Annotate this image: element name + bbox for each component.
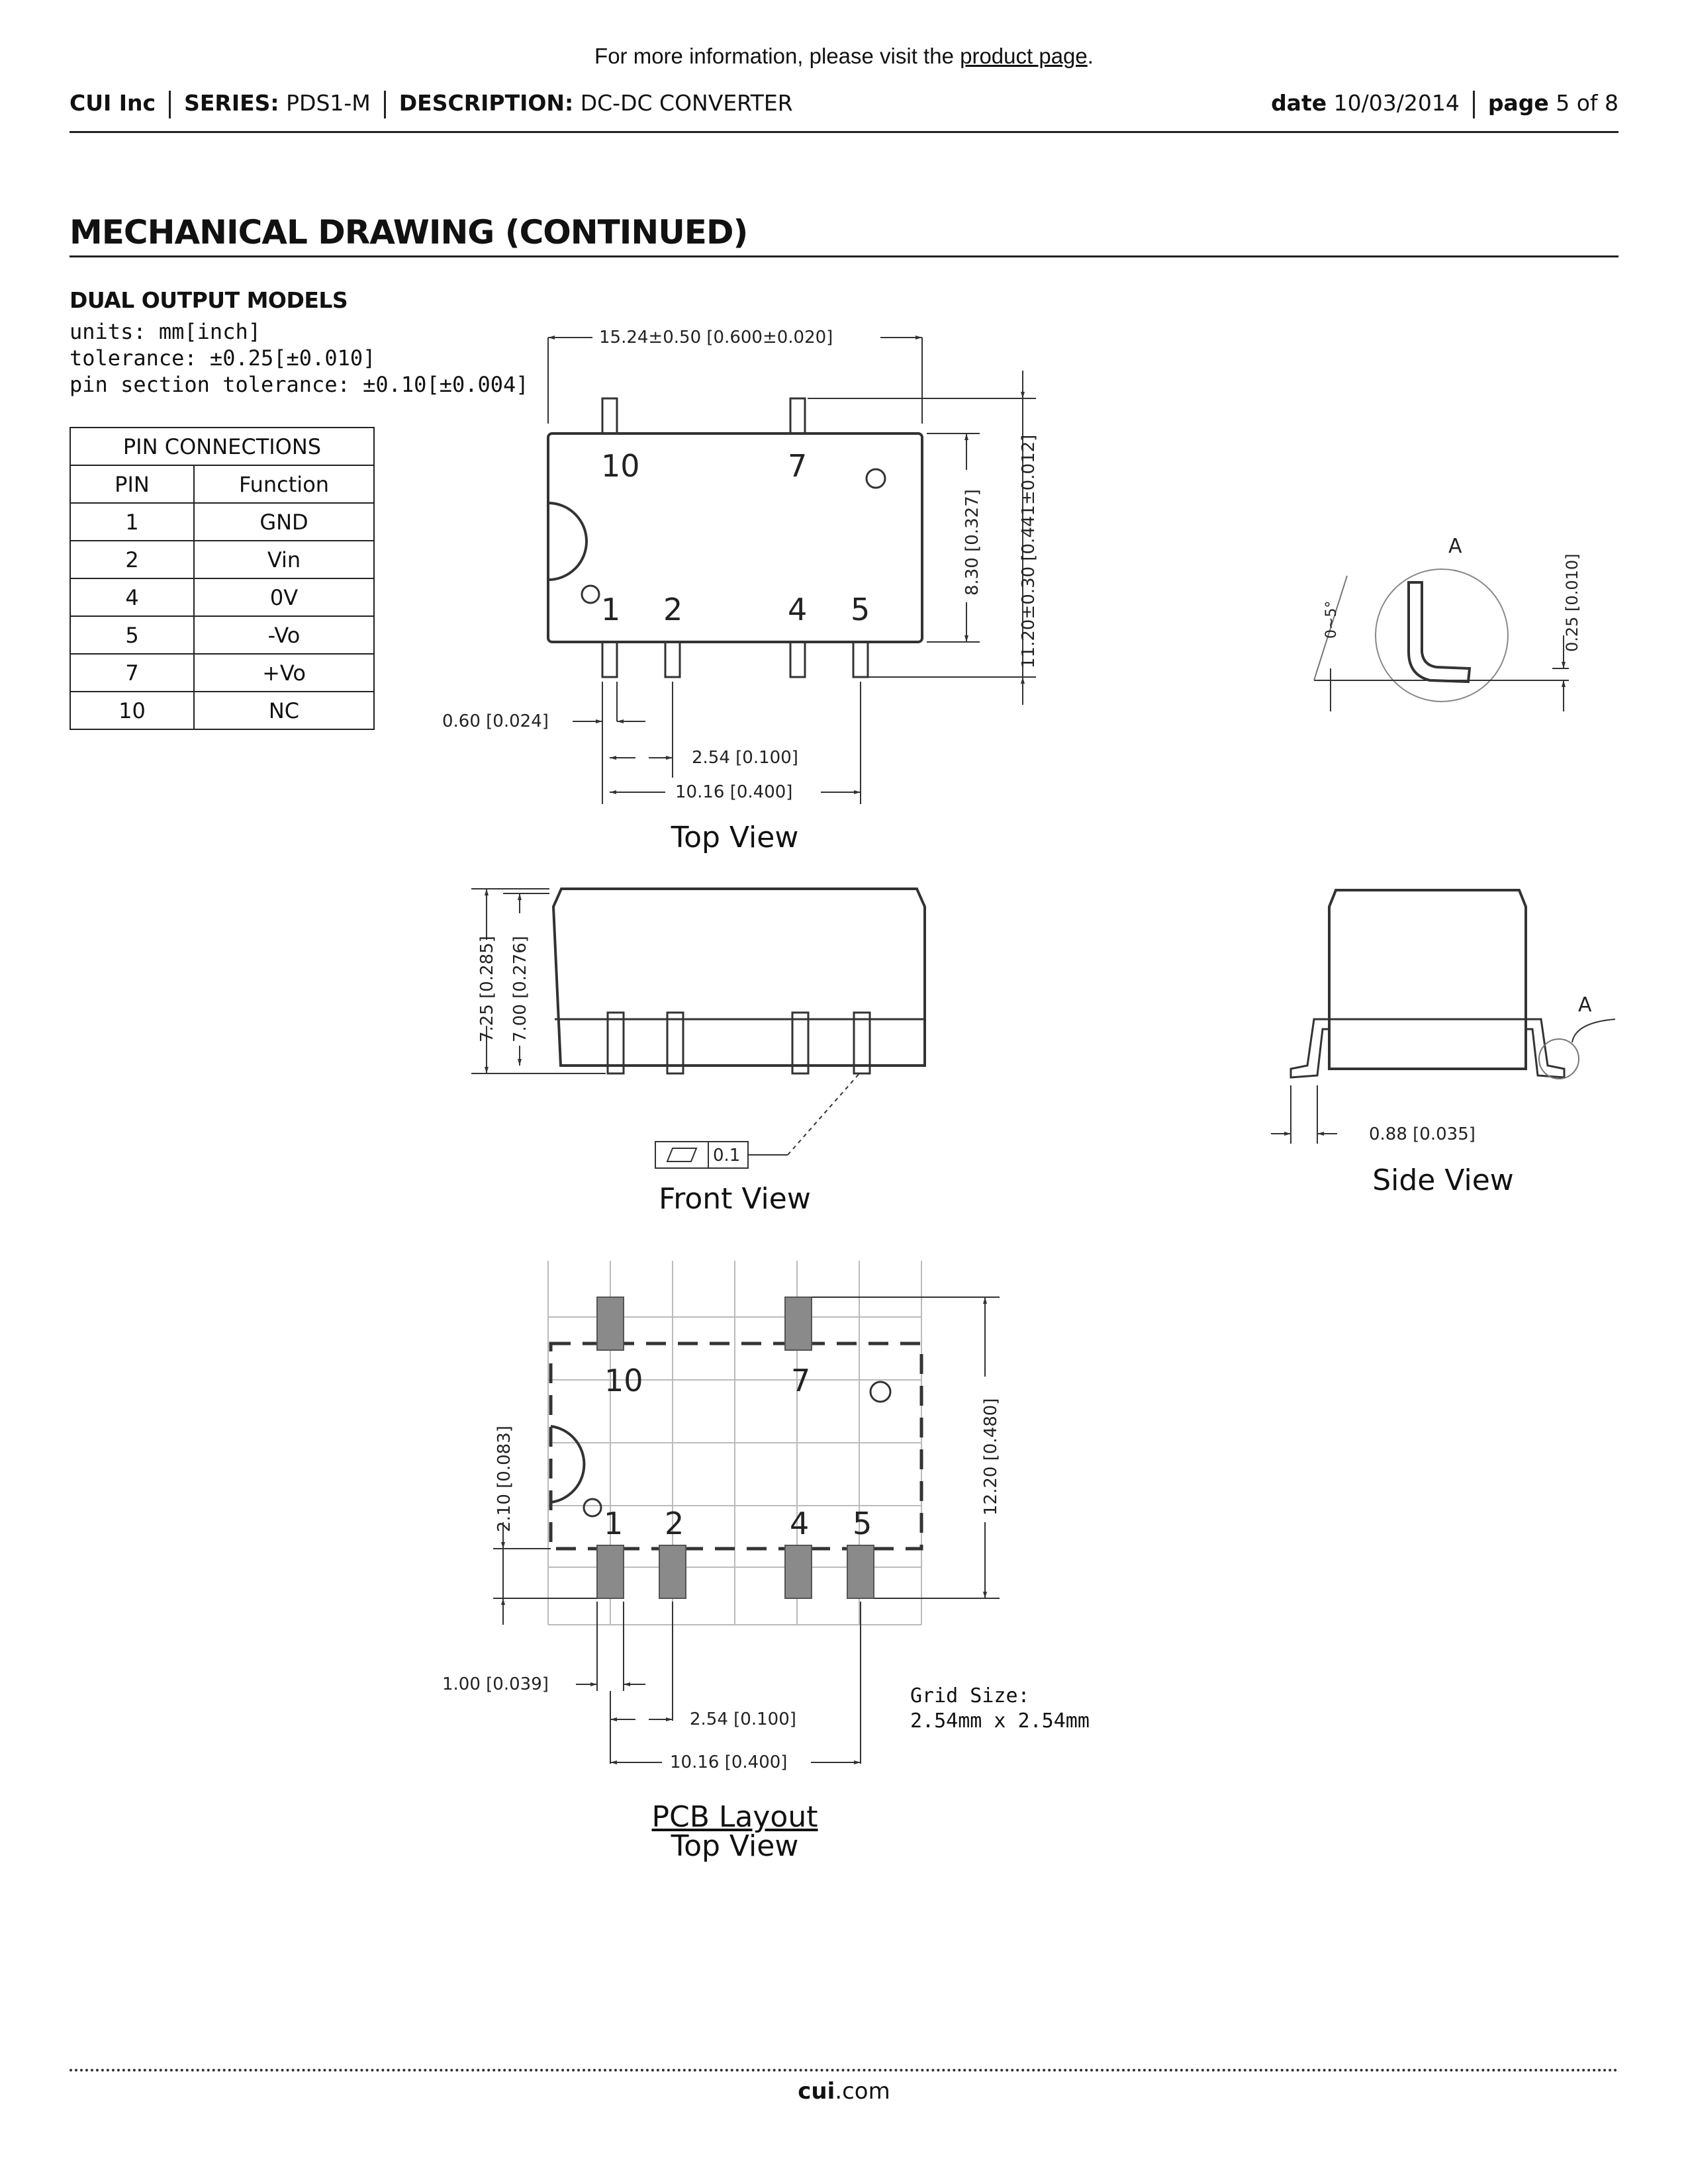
- description-value: DC-DC CONVERTER: [580, 90, 793, 116]
- top-body-height-dim: 8.30 [0.327]: [962, 489, 982, 596]
- pcb-pad-5: [847, 1545, 874, 1598]
- detail-a-callout-circle: [1539, 1039, 1579, 1079]
- series-label: SERIES:: [184, 90, 279, 116]
- top-pin-2-label: 2: [663, 592, 683, 627]
- pcb-left-dim: 2.10 [0.083]: [494, 1426, 514, 1532]
- function-cell: NC: [194, 692, 374, 729]
- pcb-pad-7: [785, 1297, 812, 1350]
- footer: [0, 2078, 1688, 2105]
- side-detail-a-label: A: [1578, 993, 1592, 1017]
- top-pin-5-label: 5: [851, 592, 870, 627]
- flatness-value: 0.1: [713, 1146, 741, 1165]
- top-pin-10-label: 10: [601, 448, 640, 484]
- function-cell: GND: [194, 503, 374, 541]
- pin-1-lead: [602, 642, 617, 677]
- table-title: PIN CONNECTIONS: [70, 428, 374, 465]
- front-view-drawing: [471, 889, 925, 1168]
- description-label: DESCRIPTION:: [399, 90, 574, 116]
- series-value: PDS1-M: [286, 90, 371, 116]
- pin-cell: 5: [70, 616, 194, 654]
- top-pin-1-label: 1: [601, 592, 621, 627]
- pcb-pin1-marker: [870, 1382, 890, 1402]
- detail-a-label: A: [1448, 535, 1462, 558]
- pin-cell: 10: [70, 692, 194, 729]
- front-view-label: Front View: [659, 1182, 811, 1216]
- function-cell: 0V: [194, 578, 374, 616]
- detail-thickness-dim: 0.25 [0.010]: [1563, 553, 1581, 652]
- pcb-pin-2-label: 2: [665, 1506, 684, 1541]
- pcb-pad-1: [597, 1545, 624, 1598]
- pin-7-lead: [790, 398, 805, 433]
- footer-brand: cui: [798, 2078, 835, 2105]
- pin-10-lead: [602, 398, 617, 433]
- pin-4-lead: [790, 642, 805, 677]
- lead-bend-detail: [1409, 582, 1470, 682]
- pcb-pad-4: [785, 1545, 812, 1598]
- front-body-height-dim: 7.00 [0.276]: [510, 936, 530, 1042]
- pcb-pad-10: [597, 1297, 624, 1350]
- pcb-layout-label: PCB Layout: [651, 1800, 818, 1834]
- pcb-pin-4-label: 4: [790, 1506, 810, 1541]
- top-pin-4-label: 4: [788, 592, 808, 627]
- company-name: CUI Inc: [70, 90, 156, 116]
- orientation-notch: [548, 503, 586, 580]
- side-left-lead: [1291, 1019, 1329, 1077]
- pin-cell: 1: [70, 503, 194, 541]
- detail-a-drawing: [1314, 569, 1569, 711]
- top-note-end: .: [1087, 44, 1094, 68]
- top-span-dim: 10.16 [0.400]: [675, 782, 793, 802]
- pcb-pin-marker: [584, 1499, 601, 1516]
- function-cell: +Vo: [194, 654, 374, 692]
- function-cell: Vin: [194, 541, 374, 578]
- units-note: units: mm[inch]: [70, 319, 261, 344]
- date-label: date: [1271, 90, 1327, 116]
- date-value: 10/03/2014: [1333, 90, 1460, 116]
- side-view-body: [1329, 890, 1526, 1069]
- pcb-pad-width-dim: 1.00 [0.039]: [442, 1674, 549, 1694]
- page-label: page: [1487, 90, 1549, 116]
- pcb-pin-1-label: 1: [604, 1506, 624, 1541]
- pin-tolerance-note: pin section tolerance: ±0.10[±0.004]: [70, 372, 529, 397]
- pcb-height-dim: 12.20 [0.480]: [981, 1398, 1001, 1516]
- top-pitch-dim: 2.54 [0.100]: [692, 748, 798, 768]
- pcb-pad-2: [659, 1545, 686, 1598]
- function-cell: -Vo: [194, 616, 374, 654]
- column-header-pin: PIN: [70, 465, 194, 503]
- grid-size-label: Grid Size:: [910, 1684, 1030, 1707]
- top-note-text: For more information, please visit the: [594, 44, 961, 68]
- pcb-top-view-label: Top View: [671, 1829, 799, 1863]
- pcb-pin-10-label: 10: [604, 1363, 643, 1398]
- product-page-link[interactable]: product page: [960, 44, 1088, 68]
- pin-cell: 7: [70, 654, 194, 692]
- side-view-drawing: [1271, 890, 1615, 1144]
- footer-domain: .com: [835, 2078, 890, 2105]
- pcb-span-dim: 10.16 [0.400]: [670, 1752, 788, 1772]
- detail-angle-dim: 0~5°: [1323, 600, 1340, 639]
- pin1-marker-circle: [867, 469, 885, 488]
- top-pin-width-dim: 0.60 [0.024]: [442, 711, 549, 731]
- pin-2-lead: [665, 642, 680, 677]
- page-value: 5 of 8: [1556, 90, 1618, 116]
- pin-marker-circle: [582, 586, 599, 603]
- side-view-label: Side View: [1372, 1163, 1514, 1197]
- pcb-orientation-notch: [551, 1426, 584, 1502]
- pin-cell: 2: [70, 541, 194, 578]
- top-overall-height-dim: 11.20±0.30 [0.441±0.012]: [1019, 434, 1039, 668]
- section-title: MECHANICAL DRAWING (CONTINUED): [70, 213, 1618, 257]
- column-header-function: Function: [194, 465, 374, 503]
- top-view-label: Top View: [671, 821, 799, 854]
- side-right-lead: [1526, 1019, 1564, 1077]
- pcb-pitch-dim: 2.54 [0.100]: [690, 1709, 796, 1729]
- top-pin-7-label: 7: [788, 448, 808, 484]
- pin-5-lead: [853, 642, 868, 677]
- subsection-title: DUAL OUTPUT MODELS: [70, 287, 348, 313]
- pcb-pin-5-label: 5: [853, 1506, 872, 1541]
- grid-size-value: 2.54mm x 2.54mm: [910, 1709, 1090, 1733]
- pcb-pin-7-label: 7: [791, 1363, 811, 1398]
- front-overall-height-dim: 7.25 [0.285]: [477, 936, 497, 1042]
- top-width-dim: 15.24±0.50 [0.600±0.020]: [599, 328, 833, 347]
- footer-divider: [70, 2069, 1618, 2071]
- side-lead-dim: 0.88 [0.035]: [1369, 1124, 1476, 1144]
- pin-cell: 4: [70, 578, 194, 616]
- tolerance-note: tolerance: ±0.25[±0.010]: [70, 345, 376, 371]
